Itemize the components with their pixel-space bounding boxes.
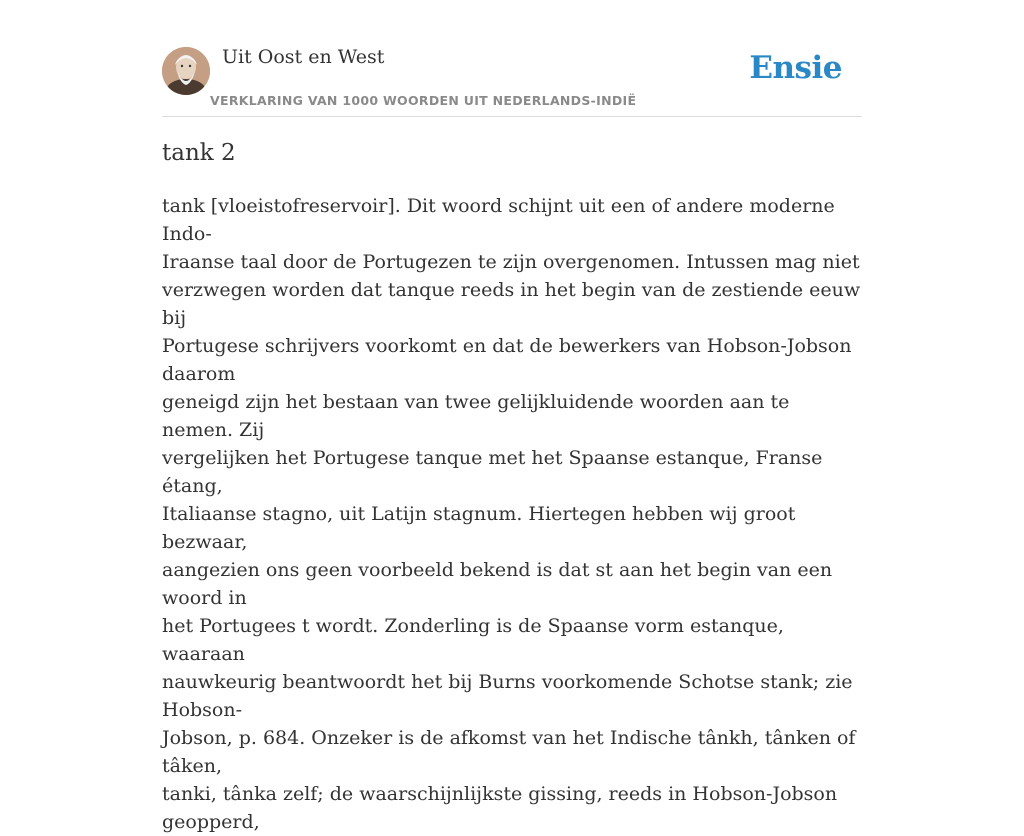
entry-title: tank 2 [162, 140, 236, 166]
site-header [162, 40, 862, 117]
entry-line: vergelijken het Portugese tanque met het Spaanse estanque, Franse étang, [162, 447, 823, 497]
entry-line: Iraanse taal door de Portugezen te zijn overgenomen. Intussen mag niet [162, 251, 860, 273]
source-subtitle: VERKLARING VAN 1000 WOORDEN UIT NEDERLANDS-INDIË [210, 93, 637, 108]
entry-line: tanki, tânka zelf; de waarschijnlijkste gissing, reeds in Hobson-Jobson geopperd, [162, 783, 838, 833]
entry-line: Portugese schrijvers voorkomt en dat de bewerkers van Hobson-Jobson daarom [162, 335, 852, 385]
entry-line: Italiaanse stagno, uit Latijn stagnum. Hiertegen hebben wij groot bezwaar, [162, 503, 796, 553]
entry-line: Jobson, p. 684. Onzeker is de afkomst van het Indische tânkh, tânken of tâken, [162, 727, 856, 777]
entry-line: aangezien ons geen voorbeeld bekend is dat st aan het begin van een woord in [162, 559, 833, 609]
entry-line: geneigd zijn het bestaan van twee gelijkluidende woorden aan te nemen. Zij [162, 391, 790, 441]
entry-line: nauwkeurig beantwoordt het bij Burns voorkomende Schotse stank; zie Hobson- [162, 671, 853, 721]
portrait-avatar-icon[interactable] [162, 47, 210, 95]
entry-line: verzwegen worden dat tanque reeds in het begin van de zestiende eeuw bij [162, 279, 861, 329]
entry-line: tank [vloeistofreservoir]. Dit woord schijnt uit een of andere moderne Indo- [162, 195, 835, 245]
ensie-logo[interactable]: Ensie [749, 50, 842, 86]
source-title[interactable]: Uit Oost en West [222, 46, 385, 68]
entry-body [162, 192, 862, 836]
entry-line: het Portugees t wordt. Zonderling is de Spaanse vorm estanque, waaraan [162, 615, 784, 665]
